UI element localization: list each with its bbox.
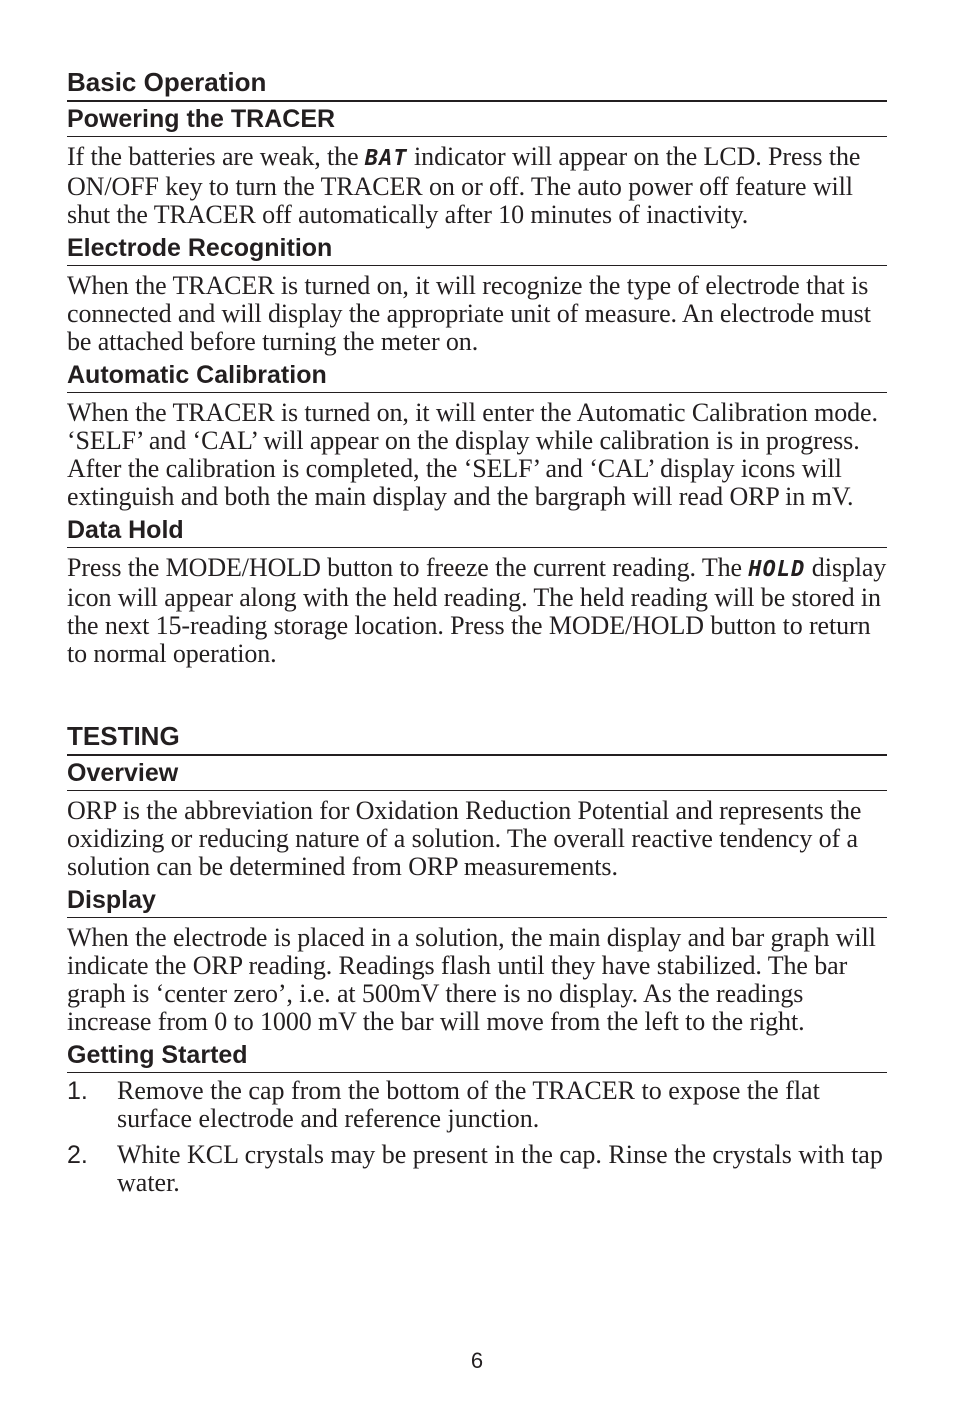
list-item-number: 2. (67, 1141, 88, 1169)
paragraph-powering-text-a: If the batteries are weak, the (67, 142, 365, 171)
paragraph-data-hold-text-b: display icon will appear along with the held reading. The held reading will be stored in the next 15-reading storage location. Press the MODE/HOLD button to return to normal operation. (67, 553, 887, 668)
page-number: 6 (470, 1348, 484, 1373)
subsection-title-data-hold: Data Hold (67, 513, 887, 548)
paragraph-data-hold-text-a: Press the MODE/HOLD button to freeze the current reading. The (67, 553, 749, 582)
hold-icon: HOLD (748, 557, 806, 582)
paragraph-calibration: When the TRACER is turned on, it will enter the Automatic Calibration mode. ‘SELF’ and ‘CAL’ will appear on the display while calibration is in progress. After the calibration is completed, the ‘SELF’ and ‘CAL’ display icons will extinguish and both the main display and the bargraph will read ORP in mV. (67, 398, 878, 511)
paragraph-powering-text-b: indicator will appear on the LCD. Press the ON/OFF key to turn the TRACER on or off. The auto power off feature will shut the TRACER off automatically after 10 minutes of inactivity. (67, 142, 861, 229)
list-item-text: Remove the cap from the bottom of the TRACER to expose the flat surface electrode and reference junction. (117, 1076, 820, 1133)
list-item-text: White KCL crystals may be present in the cap. Rinse the crystals with tap water. (117, 1140, 883, 1197)
page-content (67, 66, 887, 1205)
section-spacer (67, 670, 887, 720)
paragraph-data-hold (67, 554, 887, 668)
section-title-testing: TESTING (67, 720, 887, 756)
subsection-title-overview: Overview (67, 756, 887, 791)
paragraph-electrode: When the TRACER is turned on, it will recognize the type of electrode that is connected and will display the appropriate unit of measure. An electrode must be attached before turning the meter on. (67, 271, 871, 356)
list-item (67, 1077, 887, 1133)
subsection-title-calibration: Automatic Calibration (67, 358, 887, 393)
list-item (67, 1141, 887, 1197)
subsection-title-display: Display (67, 883, 887, 918)
bat-icon: BAT (364, 146, 408, 171)
subsection-title-getting-started: Getting Started (67, 1038, 887, 1073)
subsection-title-powering: Powering the TRACER (67, 102, 887, 137)
paragraph-powering (67, 143, 887, 229)
section-title-basic-operation: Basic Operation (67, 66, 887, 102)
paragraph-overview: ORP is the abbreviation for Oxidation Reduction Potential and represents the oxidizing or reducing nature of a solution. The overall reactive tendency of a solution can be determined from ORP measurements. (67, 796, 862, 881)
list-item-number: 1. (67, 1077, 88, 1105)
getting-started-list (67, 1077, 887, 1197)
subsection-title-electrode: Electrode Recognition (67, 231, 887, 266)
paragraph-display: When the electrode is placed in a solution, the main display and bar graph will indicate the ORP reading. Readings flash until they have stabilized. The bar graph is ‘center zero’, i.e. at 500mV there is no display. As the readings increase from 0 to 1000 mV the bar will move from the left to the right. (67, 923, 876, 1036)
